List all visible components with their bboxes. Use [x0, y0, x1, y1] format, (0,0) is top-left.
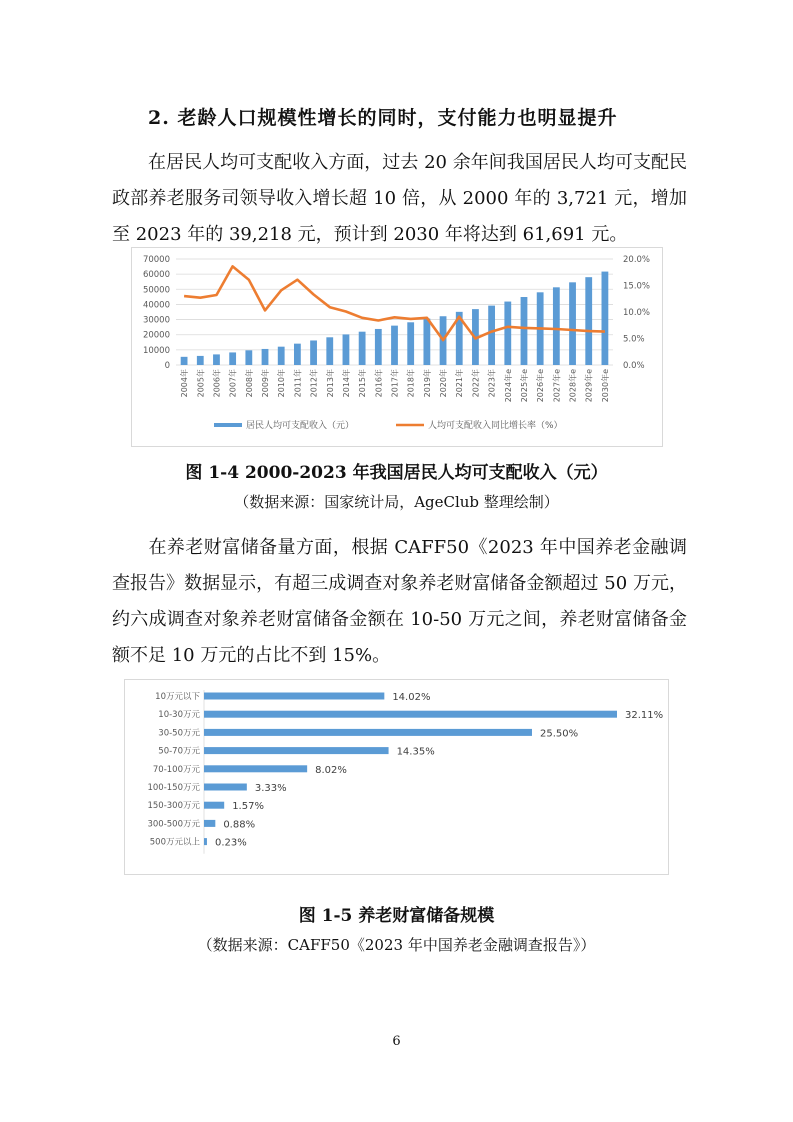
- data-label: 14.35%: [396, 746, 435, 758]
- category-label: 10万元以下: [155, 692, 200, 702]
- legend-bar-label: 居民人均可支配收入（元）: [246, 421, 355, 431]
- x-tick-label: 2004年: [180, 369, 190, 398]
- y-tick-label: 0: [164, 361, 170, 371]
- y-tick-label: 20000: [142, 330, 170, 341]
- income-chart: [131, 247, 663, 447]
- income-bar: [423, 319, 430, 365]
- x-tick-label: 2025年e: [519, 369, 529, 403]
- y-tick-label: 50000: [142, 285, 170, 296]
- legend-line-label: 人均可支配收入同比增长率（%）: [428, 421, 563, 431]
- y2-tick-label: 0.0%: [623, 361, 645, 371]
- income-bar: [359, 332, 366, 365]
- wealth-bar: [204, 747, 389, 754]
- paragraph-income-text: 在居民人均可支配收入方面，过去 20 余年间我国居民人均可支配民政部养老服务司领导收入增长超 10 倍，从 2000 年的 3,721 元，增加至 2023 年的 39,218 元，预计到 2030 年将达到 61,691 元。: [112, 152, 687, 245]
- page-number: 6: [392, 1034, 401, 1049]
- y2-tick-label: 20.0%: [623, 255, 651, 265]
- y-tick-label: 70000: [142, 255, 170, 265]
- data-label: 0.23%: [214, 837, 247, 849]
- income-bar: [278, 347, 285, 365]
- category-label: 100-150万元: [147, 783, 200, 793]
- income-bar: [521, 297, 528, 365]
- income-bar: [181, 357, 188, 365]
- x-tick-label: 2018年: [406, 369, 416, 398]
- x-tick-label: 2021年: [455, 369, 465, 398]
- category-label: 50-70万元: [158, 746, 200, 757]
- x-tick-label: 2022年: [471, 369, 481, 398]
- data-label: 3.33%: [254, 783, 287, 794]
- data-label: 25.50%: [539, 728, 579, 740]
- category-label: 10-30万元: [158, 710, 200, 721]
- x-tick-label: 2011年: [293, 369, 303, 398]
- x-tick-label: 2030年e: [600, 369, 610, 403]
- paragraph-wealth-text: 在养老财富储备量方面，根据 CAFF50《2023 年中国养老金融调查报告》数据显示，有超三成调查对象养老财富储备金额超过 50 万元，约六成调查对象养老财富储备金额在 10-50 万元之间，养老财富储备金额不足 10 万元的占比不到 15%。: [112, 537, 687, 666]
- income-bar: [553, 287, 560, 365]
- category-label: 70-100万元: [152, 764, 200, 775]
- y-tick-label: 60000: [142, 270, 170, 281]
- wealth-bar: [204, 838, 207, 845]
- data-label: 8.02%: [315, 764, 347, 776]
- y2-tick-label: 15.0%: [623, 281, 651, 292]
- section-heading: 2. 老龄人口规模性增长的同时，支付能力也明显提升: [148, 107, 618, 129]
- income-bar: [375, 329, 382, 365]
- wealth-bar: [204, 711, 617, 718]
- x-tick-label: 2012年: [309, 369, 319, 398]
- category-label: 30-50万元: [158, 728, 200, 739]
- income-bar: [504, 302, 511, 365]
- x-tick-label: 2009年: [261, 369, 271, 398]
- y2-tick-label: 5.0%: [623, 334, 645, 345]
- x-tick-label: 2007年: [228, 369, 238, 398]
- income-bar: [262, 349, 269, 365]
- x-tick-label: 2006年: [212, 369, 222, 398]
- paragraph-wealth: [112, 530, 687, 674]
- wealth-bar: [204, 802, 224, 809]
- income-bar: [245, 350, 252, 365]
- income-bar: [229, 352, 236, 365]
- data-label: 32.11%: [625, 710, 664, 722]
- x-tick-label: 2020年: [439, 369, 449, 398]
- x-tick-label: 2027年e: [552, 369, 562, 403]
- category-label: 150-300万元: [147, 801, 200, 812]
- wealth-chart: [124, 679, 669, 875]
- income-bar: [407, 322, 414, 365]
- y-tick-label: 30000: [142, 315, 170, 326]
- x-tick-label: 2019年: [422, 369, 432, 398]
- income-bar: [197, 356, 204, 365]
- y-tick-label: 40000: [142, 300, 170, 311]
- x-tick-label: 2023年: [487, 369, 497, 398]
- wealth-bar: [204, 729, 532, 736]
- figure-2-source: （数据来源：CAFF50《2023 年中国养老金融调查报告》）: [197, 936, 596, 954]
- x-tick-label: 2008年: [244, 369, 254, 398]
- income-chart-svg: [132, 248, 662, 446]
- x-tick-label: 2024年e: [503, 369, 513, 403]
- data-label: 1.57%: [232, 801, 264, 813]
- income-bar: [488, 306, 495, 365]
- income-bar: [569, 282, 576, 365]
- income-bar: [310, 340, 317, 365]
- x-tick-label: 2017年: [390, 369, 400, 398]
- x-tick-label: 2014年: [341, 369, 351, 398]
- legend-bar-swatch: [214, 423, 242, 427]
- x-tick-label: 2029年e: [584, 369, 594, 403]
- y-tick-label: 10000: [142, 345, 170, 356]
- category-label: 500万元以上: [149, 837, 200, 848]
- income-bar: [391, 326, 398, 365]
- x-tick-label: 2026年e: [536, 369, 546, 403]
- figure-1-source: （数据来源：国家统计局，AgeClub 整理绘制）: [234, 493, 559, 511]
- x-tick-label: 2005年: [196, 369, 206, 398]
- category-label: 300-500万元: [147, 819, 200, 830]
- income-bar: [602, 272, 609, 365]
- x-tick-label: 2010年: [277, 369, 287, 398]
- figure-2-caption: 图 1-5 养老财富储备规模: [298, 906, 495, 926]
- x-tick-label: 2015年: [358, 369, 368, 398]
- data-label: 0.88%: [223, 819, 256, 831]
- wealth-chart-svg: [125, 680, 668, 874]
- income-bar: [294, 344, 301, 365]
- wealth-bar: [204, 693, 384, 700]
- wealth-bar: [204, 784, 247, 791]
- figure-1-caption: 图 1-4 2000-2023 年我国居民人均可支配收入（元）: [185, 463, 608, 483]
- x-tick-label: 2013年: [325, 369, 335, 398]
- wealth-bar: [204, 765, 307, 772]
- paragraph-income: [112, 145, 687, 253]
- income-bar: [213, 354, 220, 365]
- data-label: 14.02%: [392, 692, 431, 703]
- x-tick-label: 2016年: [374, 369, 384, 398]
- income-bar: [343, 334, 350, 365]
- income-bar: [326, 337, 333, 365]
- wealth-bar: [204, 820, 215, 827]
- x-tick-label: 2028年e: [568, 369, 578, 403]
- y2-tick-label: 10.0%: [623, 308, 651, 318]
- income-bar: [585, 277, 592, 365]
